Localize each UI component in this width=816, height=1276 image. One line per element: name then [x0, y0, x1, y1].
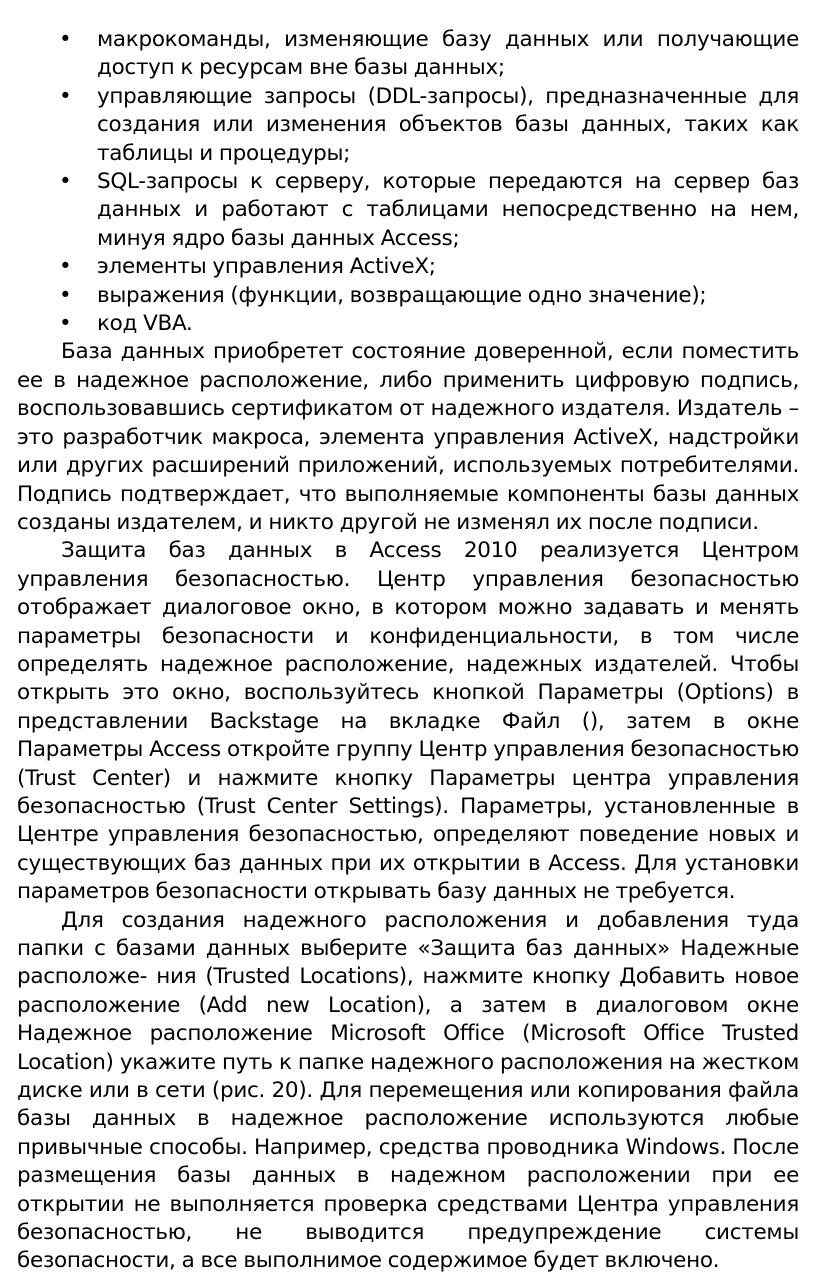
list-item-text: выражения (функции, возвращающие одно значение);	[97, 282, 707, 308]
list-item-text: макрокоманды, изменяющие базу данных или получающие доступ к ресурсам вне базы данных;	[97, 27, 799, 81]
bullet-list	[17, 26, 799, 338]
list-item	[17, 26, 799, 83]
list-item	[17, 310, 799, 338]
list-item	[17, 168, 799, 253]
paragraph-trusted-database: База данных приобретет состояние доверенной, если поместить ее в надежное расположение, либо применить цифровую подпись, воспользовавшись сертификатом от надежного издателя. Издатель – это разработчик макроса, элемента управления ActiveX, надстройки или других расширений приложений, используемых потребителями. Подпись подтверждает, что выполняемые компоненты базы данных созданы издателем, и никто другой не изменял их после подписи.	[17, 339, 799, 535]
document-page	[17, 26, 799, 1276]
bullet-icon: •	[59, 282, 72, 308]
list-item-text: элементы управления ActiveX;	[97, 254, 436, 280]
list-item-text: SQL-запросы к серверу, которые передаются на сервер баз данных и работают с таблицами непосредственно на нем, минуя ядро базы данных Access;	[97, 169, 799, 251]
bullet-icon: •	[59, 27, 72, 52]
bullet-icon: •	[59, 254, 72, 280]
bullet-icon: •	[59, 169, 72, 195]
list-item	[17, 253, 799, 281]
paragraph-trust-center: Защита баз данных в Access 2010 реализуется Центром управления безопасностью. Центр управления безопасностью отображает диалоговое окно, в котором можно задавать и менять параметры безопасности и конфиденциальности, в том числе определять надежное расположение, надежных издателей. Чтобы открыть это окно, воспользуйтесь кнопкой Параметры (Options) в представлении Backstage на вкладке Файл (), затем в окне Параметры Access откройте группу Центр управления безопасностью (Trust Center) и нажмите кнопку Параметры центра управления безопасностью (Trust Center Settings). Параметры, установленные в Центре управления безопасностью, определяют поведение новых и существующих баз данных при их открытии в Access. Для установки параметров безопасности открывать базу данных не требуется.	[17, 538, 799, 905]
list-item-text: код VBA.	[97, 311, 193, 337]
paragraph-trusted-locations: Для создания надежного расположения и добавления туда папки с базами данных выберите «Защита баз данных» Надежные расположе- ния (Trusted Locations), нажмите кнопку Добавить новое расположение (Add new Location), а затем в диалоговом окне Надежное расположение Microsoft Office (Microsoft Office Trusted Location) укажите путь к папке надежного расположения на жестком диске или в сети (рис. 20). Для перемещения или копирования файла базы данных в надежное расположение используются любые привычные способы. Например, средства проводника Windows. После размещения базы данных в надежном расположении при ее открытии не выполняется проверка средствами Центра управления безопасностью, не выводится предупреждение системы безопасности, а все выполнимое содержимое будет включено.	[17, 907, 799, 1274]
list-item-text: управляющие запросы (DDL-запросы), предназначенные для создания или изменения объектов базы данных, таких как таблицы и процедуры;	[97, 83, 799, 166]
bullet-icon: •	[59, 83, 72, 109]
list-item	[17, 83, 799, 168]
list-item	[17, 282, 799, 310]
bullet-icon: •	[59, 311, 72, 337]
